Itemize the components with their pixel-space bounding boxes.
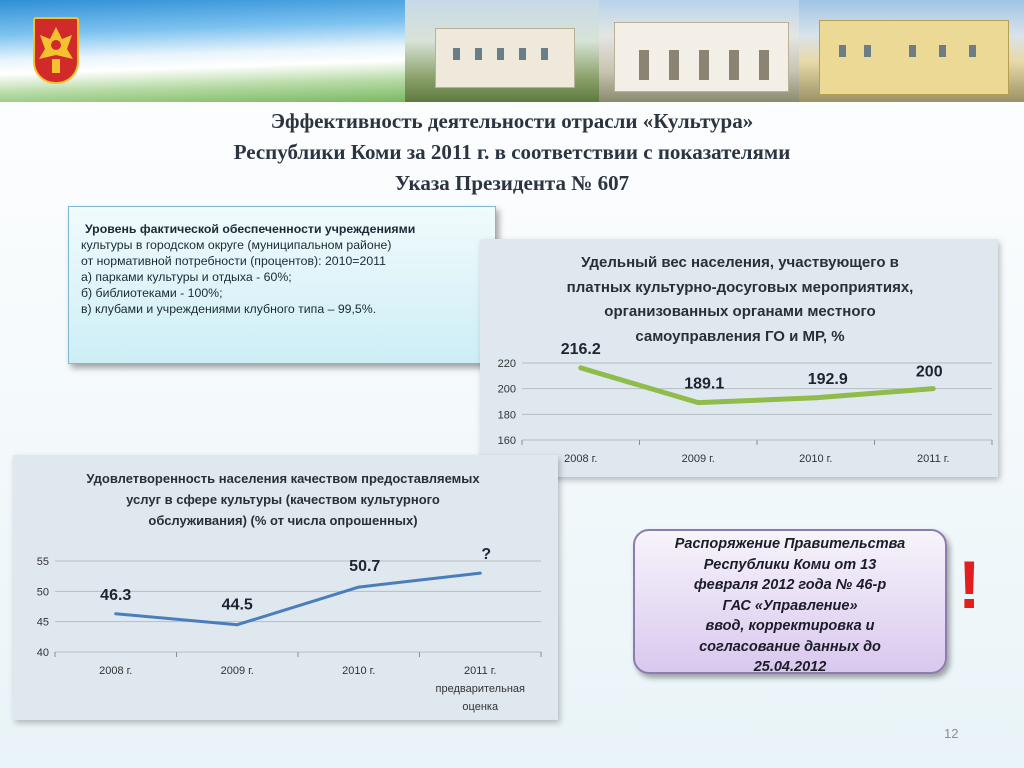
x-tick-sublabel: предварительная [435, 683, 525, 695]
order-line-1: Распоряжение Правительства [674, 536, 906, 552]
info-heading-line-3: от нормативной потребности (процентов): 2010=2011 [81, 254, 386, 268]
y-tick-label: 45 [36, 616, 49, 629]
paid-events-chart-plot [480, 239, 998, 477]
x-tick-label: 2010 г. [342, 665, 376, 677]
data-point [578, 365, 583, 370]
data-point [236, 623, 239, 626]
data-point [357, 586, 360, 589]
header-banner [0, 0, 1024, 102]
chart-title-line-3: обслуживания) (% от числа опрошенных) [148, 513, 418, 528]
info-item-libraries: б) библиотеками - 100%; [81, 286, 223, 300]
data-point [813, 395, 818, 400]
series-line [581, 368, 934, 403]
data-label: 192.9 [807, 370, 848, 388]
data-label: 216.2 [560, 340, 601, 358]
chart-title-line-4: самоуправления ГО и МР, % [635, 327, 845, 345]
info-item-parks: а) парками культуры и отдыха - 60%; [81, 270, 292, 284]
order-line-5: ввод, корректировка и [705, 618, 875, 634]
order-line-7: 25.04.2012 [753, 659, 827, 675]
satisfaction-chart-plot [13, 455, 558, 720]
page-number: 12 [944, 726, 959, 741]
data-point [931, 386, 936, 391]
data-label: 189.1 [684, 375, 725, 393]
data-point [479, 572, 482, 575]
order-line-2: Республики Коми от 13 [703, 556, 877, 573]
y-tick-label: 180 [497, 409, 516, 422]
info-heading-line-2: культуры в городском округе (муниципальном районе) [81, 238, 392, 252]
title-line-2: Республики Коми за 2011 г. в соответствии с показателями [233, 140, 791, 164]
info-heading-line-1: Уровень фактической обеспеченности учреждениями [85, 222, 416, 236]
order-line-6: согласование данных до [699, 638, 881, 655]
building-photo-2 [599, 0, 799, 102]
chart-title-line-2: услуг в сфере культуры (качеством культурного [126, 492, 440, 507]
satisfaction-chart [13, 455, 558, 720]
x-tick-label: 2010 г. [799, 453, 833, 465]
x-tick-label: 2011 г. [464, 665, 497, 677]
order-line-3: февраля 2012 года № 46-р [693, 577, 887, 593]
komi-flag-background [0, 0, 405, 102]
x-tick-label: 2009 г. [220, 665, 254, 677]
title-line-1: Эффективность деятельности отрасли «Культура» [270, 109, 754, 133]
data-point [696, 400, 701, 405]
data-label: 50.7 [349, 558, 381, 576]
title-line-3: Указа Президента № 607 [394, 171, 630, 195]
x-tick-label: 2009 г. [681, 453, 715, 465]
chart-title-line-2: платных культурно-досуговых мероприятиях, [566, 278, 914, 296]
exclamation-mark: ! [958, 547, 981, 623]
x-tick-label: 2008 г. [99, 665, 133, 677]
provision-info-box [68, 206, 496, 364]
paid-events-chart [480, 239, 998, 477]
series-line [116, 573, 481, 625]
page-title [140, 106, 884, 199]
chart-title-line-1: Удельный вес населения, участвующего в [581, 254, 899, 271]
government-order-box [633, 529, 947, 674]
x-tick-sublabel: оценка [462, 701, 499, 713]
order-line-4: ГАС «Управление» [722, 597, 858, 614]
x-tick-label: 2008 г. [564, 453, 598, 465]
chart-title-line-3: организованных органами местного [604, 303, 876, 320]
data-label: 46.3 [100, 586, 132, 604]
komi-coat-of-arms-icon [33, 17, 79, 84]
y-tick-label: 40 [36, 647, 49, 659]
y-tick-label: 50 [36, 586, 49, 599]
y-tick-label: 220 [497, 358, 516, 370]
x-tick-label: 2011 г. [917, 453, 950, 465]
info-item-clubs: в) клубами и учреждениями клубного типа – 99,5%. [81, 302, 377, 316]
data-point [114, 612, 117, 615]
building-photo-1 [405, 0, 599, 102]
data-label: 44.5 [221, 596, 253, 614]
chart-title-line-1: Удовлетворенность населения качеством предоставляемых [86, 471, 480, 486]
y-tick-label: 55 [36, 556, 49, 568]
data-label: ? [481, 546, 492, 564]
data-label: 200 [915, 363, 943, 381]
y-tick-label: 160 [497, 435, 516, 447]
building-photo-3 [799, 0, 1024, 102]
y-tick-label: 200 [497, 383, 516, 396]
